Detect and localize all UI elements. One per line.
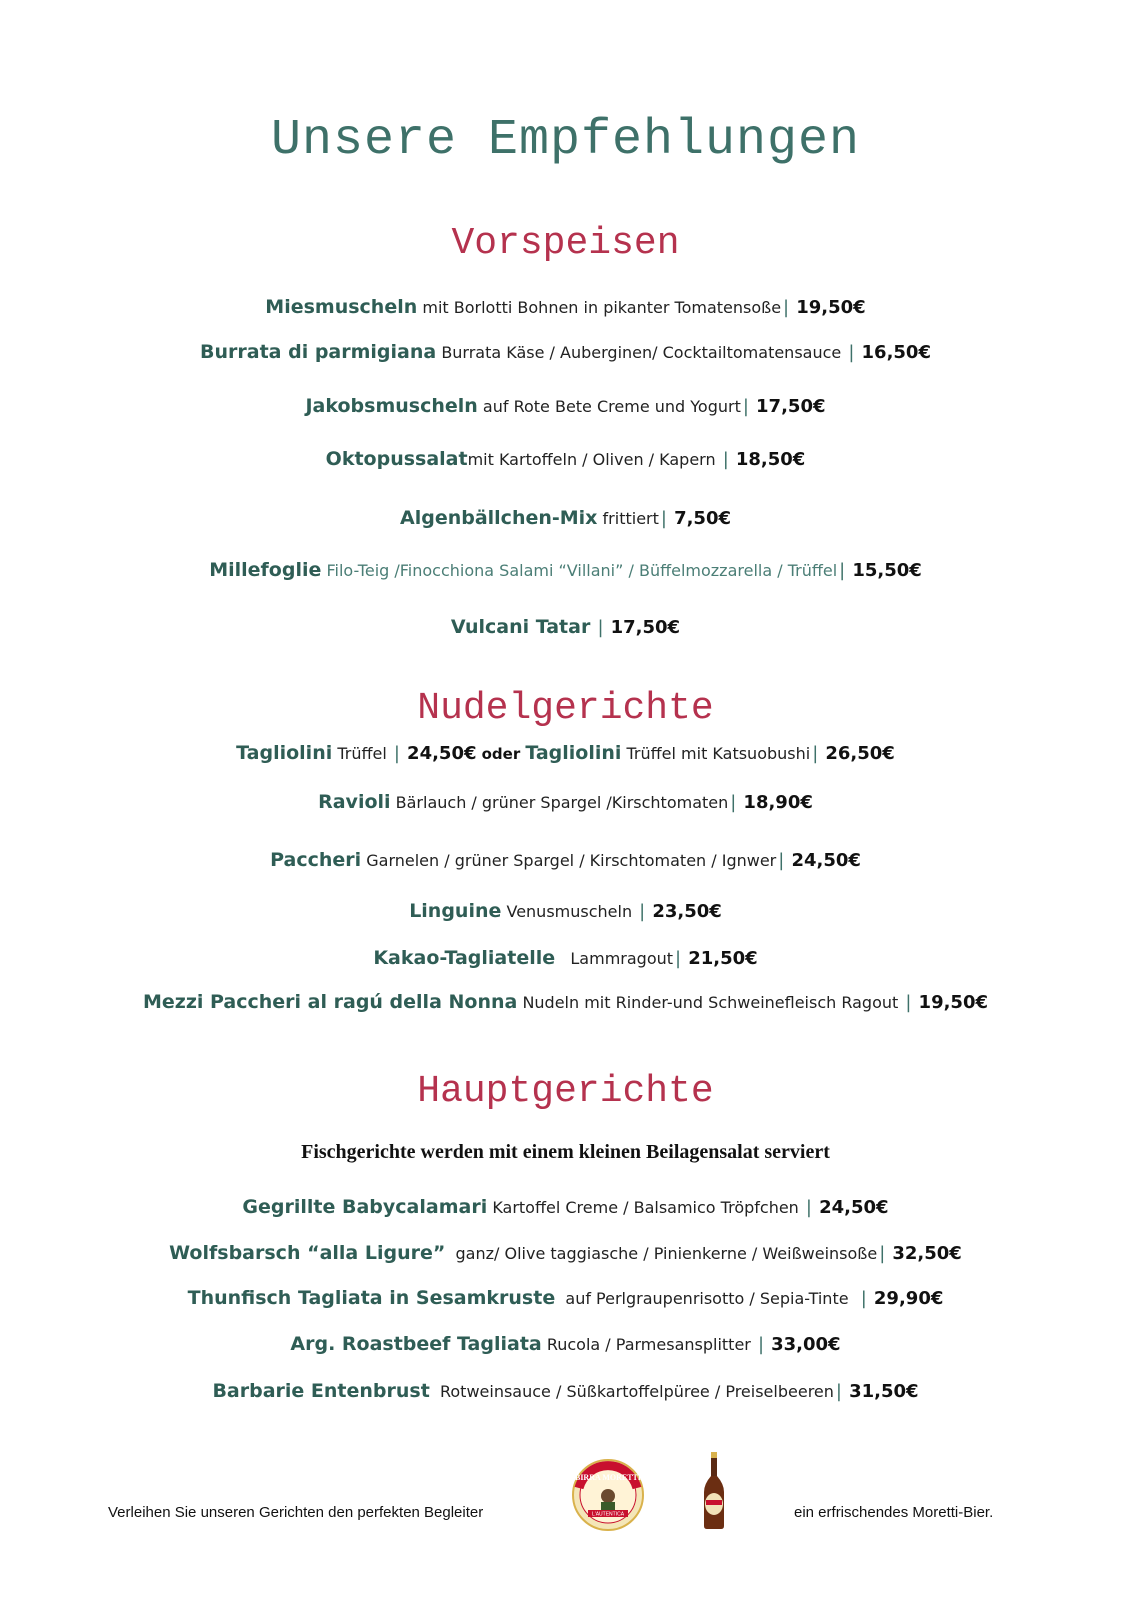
dish-name: Jakobsmuscheln xyxy=(305,395,478,417)
menu-item xyxy=(0,507,1131,529)
dish-name: Gegrillte Babycalamari xyxy=(242,1196,488,1218)
price-separator: | xyxy=(639,901,646,922)
dish-price: 32,50€ xyxy=(892,1243,962,1264)
page-title: Unsere Empfehlungen xyxy=(270,112,861,169)
dish-name: Thunfisch Tagliata in Sesamkruste xyxy=(187,1287,556,1309)
dish-price: 19,50€ xyxy=(796,297,866,318)
dish-price: 16,50€ xyxy=(861,342,931,363)
price-separator: | xyxy=(778,850,785,871)
dish-description: frittiert xyxy=(602,509,659,528)
price-separator: | xyxy=(905,992,912,1013)
price-separator: | xyxy=(879,1243,886,1264)
dish-description: Lammragout xyxy=(570,949,674,968)
menu-item xyxy=(0,559,1131,581)
price-separator: | xyxy=(597,617,604,638)
dish-price: 17,50€ xyxy=(756,396,826,417)
dish-price: 24,50€ xyxy=(819,1197,889,1218)
dish-price: 26,50€ xyxy=(825,743,895,764)
section-heading-nudelgerichte: Nudelgerichte xyxy=(417,687,714,730)
dish-description: Garnelen / grüner Spargel / Kirschtomaten / Ignwer xyxy=(366,851,777,870)
price-separator: | xyxy=(812,743,819,764)
dish-name: Ravioli xyxy=(318,791,391,813)
section-heading-vorspeisen: Vorspeisen xyxy=(451,222,680,265)
dish-price: 24,50€ xyxy=(791,850,861,871)
dish-description: ganz/ Olive taggiasche / Pinienkerne / Weißweinsoße xyxy=(455,1244,878,1263)
dish-price: 21,50€ xyxy=(688,948,758,969)
price-separator: | xyxy=(835,1381,842,1402)
price-separator: | xyxy=(730,792,737,813)
dish-description: mit Borlotti Bohnen in pikanter Tomatensoße xyxy=(422,298,782,317)
menu-item xyxy=(0,1242,1131,1264)
price-separator: | xyxy=(805,1197,812,1218)
dish-price: 24,50€ xyxy=(407,743,477,764)
price-separator: | xyxy=(393,743,400,764)
dish-description: Trüffel xyxy=(337,744,387,763)
menu-item xyxy=(0,395,1131,417)
dish-name: Arg. Roastbeef Tagliata xyxy=(290,1333,542,1355)
dish-price: 19,50€ xyxy=(918,992,989,1013)
footer-left-text: Verleihen Sie unseren Gerichten den perfekten Begleiter xyxy=(108,1504,484,1521)
dish-description: Rucola / Parmesansplitter xyxy=(546,1335,751,1354)
dish-price: 33,00€ xyxy=(771,1334,841,1355)
dish-price: 31,50€ xyxy=(849,1381,919,1402)
dish-price: 23,50€ xyxy=(652,901,722,922)
dish-description: mit Kartoffeln / Oliven / Kapern xyxy=(467,450,716,469)
price-separator: | xyxy=(660,508,667,529)
dish-description: Trüffel mit Katsuobushi xyxy=(626,744,811,763)
dish-price: 17,50€ xyxy=(610,617,681,638)
dish-name: Algenbällchen-Mix xyxy=(400,507,598,529)
dish-name: Tagliolini xyxy=(236,742,333,764)
svg-text:BIRRA MORETTI: BIRRA MORETTI xyxy=(574,1473,642,1482)
dish-name: Mezzi Paccheri al ragú della Nonna xyxy=(142,991,518,1013)
dish-description: Nudeln mit Rinder-und Schweinefleisch Ragout xyxy=(522,993,899,1012)
dish-description: Burrata Käse / Auberginen/ Cocktailtomatensauce xyxy=(441,343,842,362)
price-separator: | xyxy=(742,396,749,417)
menu-item xyxy=(0,947,1131,969)
svg-text:L'AUTENTICA: L'AUTENTICA xyxy=(591,1511,625,1518)
menu-item xyxy=(0,448,1131,470)
dish-name: Kakao-Tagliatelle xyxy=(373,947,556,969)
dish-name: Vulcani Tatar xyxy=(450,616,591,638)
section-heading-hauptgerichte: Hauptgerichte xyxy=(417,1070,714,1113)
menu-item xyxy=(0,616,1131,638)
dish-name: Millefoglie xyxy=(209,559,322,581)
price-separator: | xyxy=(675,948,682,969)
dish-name: Tagliolini xyxy=(525,742,622,764)
menu-item xyxy=(0,1196,1131,1218)
dish-price: 7,50€ xyxy=(674,508,731,529)
footer-right-text: ein erfrischendes Moretti-Bier. xyxy=(794,1504,994,1521)
oder-text: oder xyxy=(481,745,521,763)
section-note: Fischgerichte werden mit einem kleinen Beilagensalat serviert xyxy=(301,1141,830,1163)
dish-price: 15,50€ xyxy=(852,560,922,581)
dish-description: Bärlauch / grüner Spargel /Kirschtomaten xyxy=(395,793,729,812)
dish-description: Filo-Teig /Finocchiona Salami “Villani” / Büffelmozzarella / Trüffel xyxy=(326,561,838,580)
price-separator: | xyxy=(860,1288,867,1309)
dish-name: Miesmuscheln xyxy=(265,296,418,318)
menu-item xyxy=(0,1380,1131,1402)
dish-name: Linguine xyxy=(409,900,502,922)
dish-price: 18,90€ xyxy=(743,792,813,813)
menu-item-tagliolini xyxy=(0,742,1131,764)
dish-name: Wolfsbarsch “alla Ligure” xyxy=(169,1242,446,1264)
dish-description: auf Rote Bete Creme und Yogurt xyxy=(482,397,741,416)
dish-price: 18,50€ xyxy=(735,449,806,470)
dish-description: Kartoffel Creme / Balsamico Tröpfchen xyxy=(492,1198,799,1217)
menu-item xyxy=(0,849,1131,871)
menu-item xyxy=(0,991,1131,1013)
menu-item xyxy=(0,296,1131,318)
beer-bottle-icon xyxy=(700,1450,728,1530)
dish-name: Oktopussalat xyxy=(325,448,468,470)
price-separator: | xyxy=(839,560,846,581)
price-separator: | xyxy=(783,297,790,318)
menu-item xyxy=(0,341,1131,363)
dish-name: Paccheri xyxy=(270,849,362,871)
menu-item xyxy=(0,791,1131,813)
dish-description: Rotweinsauce / Süßkartoffelpüree / Preiselbeeren xyxy=(439,1382,834,1401)
price-separator: | xyxy=(757,1334,765,1355)
menu-item xyxy=(0,900,1131,922)
dish-name: Barbarie Entenbrust xyxy=(212,1380,430,1402)
menu-item xyxy=(0,1333,1131,1355)
dish-description: auf Perlgraupenrisotto / Sepia-Tinte xyxy=(565,1289,849,1308)
price-separator: | xyxy=(848,342,855,363)
dish-name: Burrata di parmigiana xyxy=(200,341,437,363)
birra-moretti-logo xyxy=(571,1458,645,1532)
dish-price: 29,90€ xyxy=(873,1288,944,1309)
menu-item xyxy=(0,1287,1131,1309)
dish-description: Venusmuscheln xyxy=(506,902,633,921)
price-separator: | xyxy=(722,449,729,470)
